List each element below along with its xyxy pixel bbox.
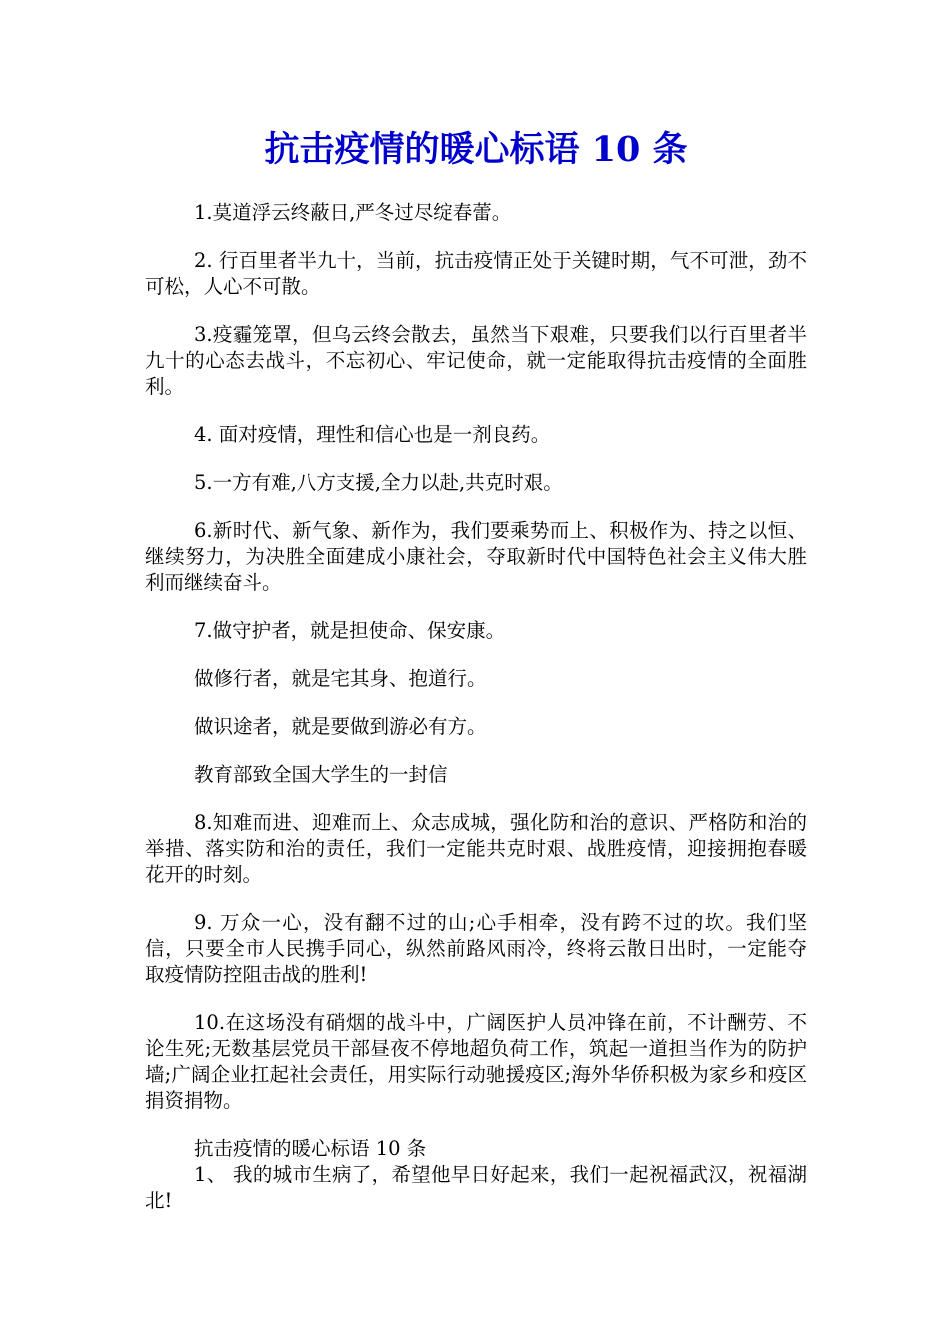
paragraph-5: 5.一方有难,八方支援,全力以赴,共克时艰。 [194,471,563,494]
paragraph-4: 4. 面对疫情，理性和信心也是一剂良药。 [194,423,551,446]
paragraph-10: 10.在这场没有硝烟的战斗中，广阔医护人员冲锋在前，不计酬劳、不论生死;无数基层党员干部昼夜不停地超负荷工作，筑起一道担当作为的防护墙;广阔企业扛起社会责任，用实际行动驰援疫区;海外华侨积极为家乡和疫区捐资捐物。 [145,1011,807,1112]
paragraph-section-1: 1、 我的城市生病了，希望他早日好起来，我们一起祝福武汉，祝福湖北! [145,1163,807,1212]
document-title: 抗击疫情的暖心标语 10 条 [264,129,688,170]
paragraph-2: 2. 行百里者半九十，当前，抗击疫情正处于关键时期，气不可泄，劲不可松，人心不可散。 [145,249,807,298]
paragraph-7c: 做识途者，就是要做到游必有方。 [194,715,487,738]
section-heading: 抗击疫情的暖心标语 10 条 [194,1137,427,1160]
paragraph-3: 3.疫霾笼罩，但乌云终会散去，虽然当下艰难，只要我们以行百里者半九十的心态去战斗，不忘初心、牢记使命，就一定能取得抗击疫情的全面胜利。 [145,323,807,398]
paragraph-8: 8.知难而进、迎难而上、众志成城，强化防和治的意识、严格防和治的举措、落实防和治的责任，我们一定能共克时艰、战胜疫情，迎接拥抱春暖花开的时刻。 [145,811,807,886]
paragraph-7b: 做修行者，就是宅其身、抱道行。 [194,667,487,690]
paragraph-9: 9. 万众一心，没有翻不过的山;心手相牵，没有跨不过的坎。我们坚信，只要全市人民携手同心，纵然前路风雨冷，终将云散日出时，一定能夺取疫情防控阻击战的胜利! [145,911,807,986]
paragraph-1: 1.莫道浮云终蔽日,严冬过尽绽春蕾。 [194,201,512,224]
paragraph-letter-title: 教育部致全国大学生的一封信 [194,763,448,786]
paragraph-6: 6.新时代、新气象、新作为，我们要乘势而上、积极作为、持之以恒、继续努力，为决胜全面建成小康社会，夺取新时代中国特色社会主义伟大胜利而继续奋斗。 [145,519,807,594]
paragraph-7: 7.做守护者，就是担使命、保安康。 [194,619,506,642]
document-body [145,120,807,1236]
